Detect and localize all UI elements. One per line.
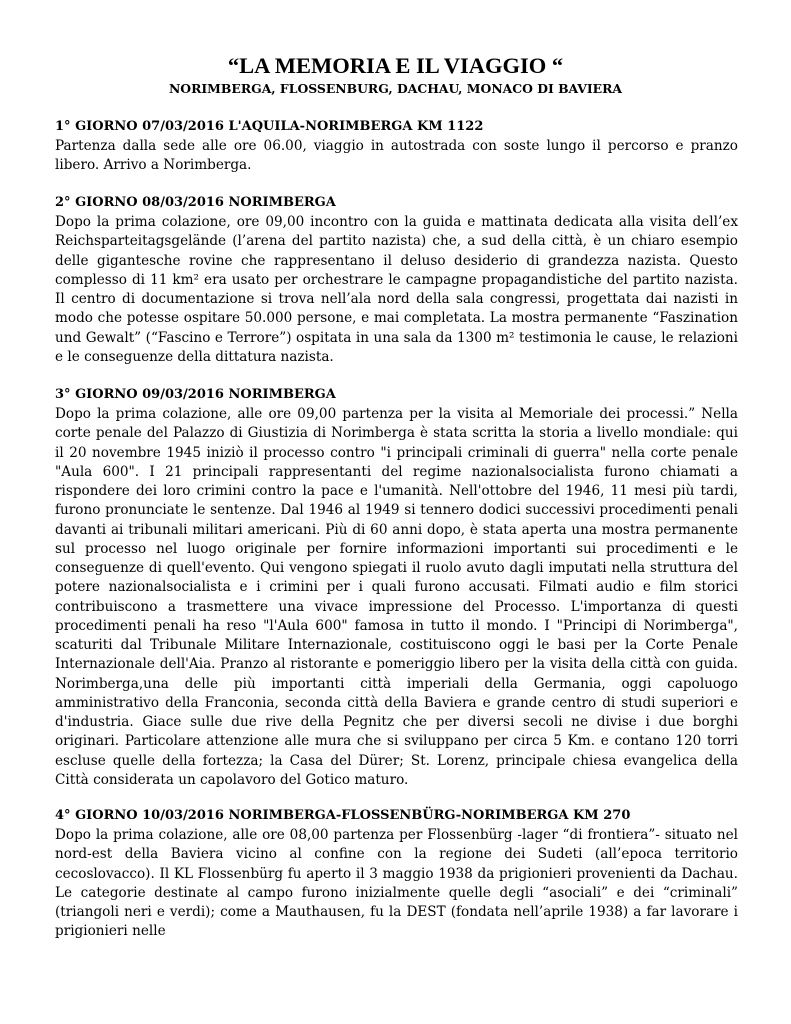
day-4-section bbox=[55, 806, 738, 942]
day-1-heading: 1° GIORNO 07/03/2016 L'AQUILA-NORIMBERGA KM 1122 bbox=[55, 119, 484, 134]
day-1-section bbox=[55, 117, 738, 176]
day-4-heading: 4° GIORNO 10/03/2016 NORIMBERGA-FLOSSENBÜRG-NORIMBERGA KM 270 bbox=[55, 808, 631, 823]
day-2-body: Dopo la prima colazione, ore 09,00 incontro con la guida e mattinata dedicata alla visita dell’ex Reichsparteitagsgelände (l’arena del partito nazista) che, a sud della città, è un chiaro esempio delle gigantesche rovine che rappresentano il deluso desiderio di grandezza nazista. Questo complesso di 11 km² era usato per orchestrare le campagne propagandistiche del partito nazista. Il centro di documentazione si trova nell’ala nord della sala congressi, progettata dai nazisti in modo che potesse ospitare 50.000 persone, e mai completata. La mostra permanente “Faszination und Gewalt” (“Fascino e Terrore”) ospitata in una sala da 1300 m² testimonia le cause, le relazioni e le conseguenze della dittatura nazista. bbox=[55, 214, 738, 366]
day-2-heading: 2° GIORNO 08/03/2016 NORIMBERGA bbox=[55, 195, 336, 210]
document-subtitle: NORIMBERGA, FLOSSENBURG, DACHAU, MONACO DI BAVIERA bbox=[168, 81, 623, 96]
day-2-section bbox=[55, 193, 738, 367]
day-3-heading: 3° GIORNO 09/03/2016 NORIMBERGA bbox=[55, 387, 336, 402]
day-1-body: Partenza dalla sede alle ore 06.00, viaggio in autostrada con soste lungo il percorso e pranzo libero. Arrivo a Norimberga. bbox=[55, 138, 738, 174]
document-title: “LA MEMORIA E IL VIAGGIO “ bbox=[227, 53, 564, 78]
day-4-body: Dopo la prima colazione, alle ore 08,00 partenza per Flossenbürg -lager “di frontiera”- situato nel nord-est della Baviera vicino al confine con la regione dei Sudeti (all’epoca territorio cecoslovacco). Il KL Flossenbürg fu aperto il 3 maggio 1938 da prigionieri provenienti da Dachau. Le categorie destinate al campo furono inizialmente quelle degli “asociali” e dei “criminali” (triangoli neri e verdi); come a Mauthausen, fu la DEST (fondata nell’aprile 1938) a far lavorare i prigionieri nelle bbox=[55, 827, 738, 940]
day-3-section bbox=[55, 385, 738, 790]
day-3-body: Dopo la prima colazione, alle ore 09,00 partenza per la visita al Memoriale dei processi.” Nella corte penale del Palazzo di Giustizia di Norimberga è stata scritta la storia a livello mondiale: qui il 20 novembre 1945 iniziò il processo contro "i principali criminali di guerra" nella corte penale "Aula 600". I 21 principali rappresentanti del regime nazionalsocialista furono chiamati a rispondere dei loro crimini contro la pace e l'umanità. Nell'ottobre del 1946, 11 mesi più tardi, furono pronunciate le sentenze. Dal 1946 al 1949 si tennero dodici successivi procedimenti penali davanti ai tribunali militari americani. Più di 60 anni dopo, è stata aperta una mostra permanente sul processo nel luogo originale per fornire informazioni importanti sui procedimenti e le conseguenze di quell'evento. Qui vengono spiegati il ruolo avuto dagli imputati nella struttura del potere nazionalsocialista e i crimini per i quali furono accusati. Filmati audio e film storici contribuiscono a trasmettere una vivace impressione del Processo. L'importanza di questi procedimenti penali ha reso "l'Aula 600" famosa in tutto il mondo. I "Principi di Norimberga", scaturiti dal Tribunale Militare Internazionale, costituiscono oggi le basi per la Corte Penale Internazionale dell'Aia. Pranzo al ristorante e pomeriggio libero per la visita della città con guida. Norimberga,una delle più importanti città imperiali della Germania, oggi capoluogo amministrativo della Franconia, seconda città della Baviera e grande centro di studi superiori e d'industria. Giace sulle due rive della Pegnitz che per diversi secoli ne divise i due borghi originari. Particolare attenzione alle mura che si sviluppano per circa 5 Km. e contano 120 torri escluse quelle della fortezza; la Casa del Dürer; St. Lorenz, principale chiesa evangelica della Città considerata un capolavoro del Gotico maturo. bbox=[55, 406, 738, 788]
